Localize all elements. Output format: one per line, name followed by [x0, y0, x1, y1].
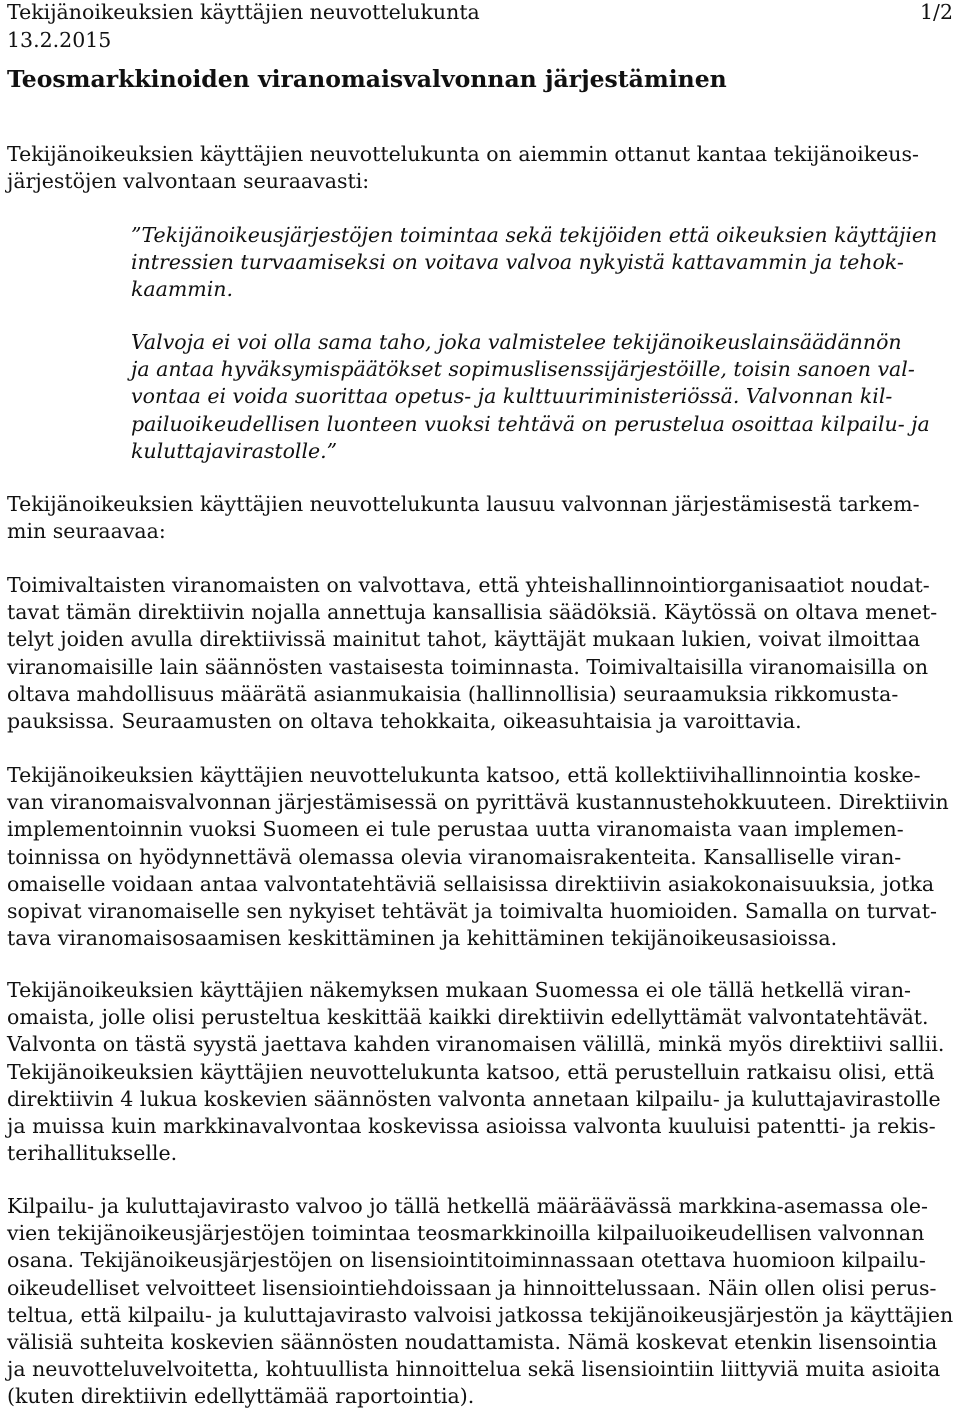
text-line: Valvoja ei voi olla sama taho, joka valmistelee tekijänoikeuslainsäädännön — [131, 330, 902, 354]
quote-paragraph-1 — [131, 222, 957, 304]
text-line: teltua, että kilpailu- ja kuluttajavirasto valvoisi jatkossa tekijänoikeusjärjestön ja käyttäjien — [7, 1302, 954, 1327]
text-line: pailuoikeudellisen luonteen vuoksi tehtävä on perustelua osoittaa kilpailu- ja — [131, 411, 930, 436]
document-title: Teosmarkkinoiden viranomaisvalvonnan järjestäminen — [7, 65, 727, 93]
text-line: Tekijänoikeuksien käyttäjien neuvottelukunta katsoo, että kollektiivihallinnointia koske- — [7, 763, 921, 787]
text-line: vontaa ei voida suorittaa opetus- ja kulttuuriministeriössä. Valvonnan kil- — [131, 384, 893, 409]
text-line: min seuraavaa: — [7, 519, 166, 544]
text-line: välisiä suhteita koskevien säännösten noudattamista. Nämä koskevat etenkin lisensointia — [7, 1330, 938, 1355]
text-line: tavat tämän direktiivin nojalla annettuja kansallisia säädöksiä. Käytössä on oltava menet- — [7, 600, 938, 625]
text-line: van viranomaisvalvonnan järjestämisessä on pyrittävä kustannustehokkuuteen. Direktiivin — [7, 790, 949, 815]
text-line: direktiivin 4 lukua koskevien säännösten valvonta annetaan kilpailu- ja kuluttajavirastolle — [7, 1086, 941, 1111]
text-line: osana. Tekijänoikeusjärjestöjen on lisensiointitoiminnassaan otettava huomioon kilpailu- — [7, 1248, 926, 1273]
text-line: sopivat viranomaiselle sen nykyiset tehtävät ja toimivalta huomioiden. Samalla on turvat- — [7, 899, 937, 924]
paragraph-division-of-supervision — [7, 977, 953, 1167]
text-line: viranomaisille lain säännösten vastaisesta toiminnasta. Toimivaltaisilla viranomaisilla on — [7, 654, 929, 679]
page-number: 1/2 — [920, 0, 953, 24]
text-line: implementoinnin vuoksi Suomeen ei tule perustaa uutta viranomaista vaan implemen- — [7, 817, 904, 842]
text-line: kaammin. — [131, 277, 234, 302]
text-line: Tekijänoikeuksien käyttäjien neuvottelukunta on aiemmin ottanut kantaa tekijänoikeus- — [7, 142, 919, 166]
text-line: ja muissa kuin markkinavalvontaa koskevissa asioissa valvonta kuuluisi patentti- ja rekis- — [7, 1114, 936, 1139]
text-line: vien tekijänoikeusjärjestöjen toimintaa teosmarkkinoilla kilpailuoikeudellisen valvonnan — [7, 1221, 925, 1246]
quote-paragraph-2 — [131, 329, 957, 465]
text-line: Valvonta on tästä syystä jaettava kahden viranomaisen välillä, minkä myös direktiivi sallii. — [7, 1032, 945, 1057]
text-line: ja antaa hyväksymispäätökset sopimuslisenssijärjestöille, toisin sanoen val- — [131, 357, 915, 382]
text-line: järjestöjen valvontaan seuraavasti: — [7, 169, 370, 194]
text-line: pauksissa. Seuraamusten on oltava tehokkaita, oikeasuhtaisia ja varoittavia. — [7, 709, 802, 734]
paragraph-authorities — [7, 572, 953, 735]
text-line: omaista, jolle olisi perusteltua keskittää kaikki direktiivin edellyttämät valvontatehtävät. — [7, 1005, 929, 1030]
text-line: intressien turvaamiseksi on voitava valvoa nykyistä kattavammin ja tehok- — [131, 250, 904, 275]
text-line: telyt joiden avulla direktiivissä mainitut tahot, käyttäjät mukaan lukien, voivat ilmoittaa — [7, 627, 921, 652]
text-line: ja neuvotteluvelvoitetta, kohtuullista hinnoittelua sekä lisensiointiin liittyviä muita asioita — [7, 1357, 941, 1382]
text-line: omaiselle voidaan antaa valvontatehtäviä sellaisissa direktiivin asiakokonaisuuksia, jotka — [7, 871, 935, 896]
text-line: toinnissa on hyödynnettävä olemassa olevia viranomaisrakenteita. Kansalliselle viran- — [7, 844, 902, 869]
text-line: oikeudelliset velvoitteet lisensiointiehdoissaan ja hinnoittelussaan. Näin ollen olisi perus- — [7, 1275, 937, 1300]
text-line: (kuten direktiivin edellyttämää raportointia). — [7, 1384, 475, 1409]
text-line: kuluttajavirastolle.” — [131, 438, 338, 463]
paragraph-competition-authority — [7, 1193, 953, 1411]
paragraph-cost-efficiency — [7, 762, 953, 952]
text-line: ”Tekijänoikeusjärjestöjen toimintaa sekä tekijöiden että oikeuksien käyttäjien — [131, 223, 938, 247]
text-line: Tekijänoikeuksien käyttäjien neuvottelukunta katsoo, että perustelluin ratkaisu olisi, että — [7, 1059, 935, 1084]
text-line: Tekijänoikeuksien käyttäjien näkemyksen mukaan Suomessa ei ole tällä hetkellä viran- — [7, 978, 911, 1002]
paragraph-intro — [7, 141, 953, 195]
text-line: Tekijänoikeuksien käyttäjien neuvottelukunta lausuu valvonnan järjestämisestä tarkem- — [7, 492, 920, 516]
text-line: oltava mahdollisuus määrätä asianmukaisia (hallinnollisia) seuraamuksia rikkomusta- — [7, 681, 899, 706]
paragraph-statement — [7, 491, 953, 545]
header-organization: Tekijänoikeuksien käyttäjien neuvottelukunta — [7, 0, 480, 24]
text-line: tava viranomaisosaamisen keskittäminen ja kehittäminen tekijänoikeusasioissa. — [7, 926, 838, 951]
header-date: 13.2.2015 — [7, 28, 112, 52]
text-line: Kilpailu- ja kuluttajavirasto valvoo jo tällä hetkellä määräävässä markkina-asemassa ole- — [7, 1194, 928, 1218]
text-line: Toimivaltaisten viranomaisten on valvottava, että yhteishallinnointiorganisaatiot noudat- — [7, 573, 930, 597]
text-line: terihallitukselle. — [7, 1141, 178, 1166]
